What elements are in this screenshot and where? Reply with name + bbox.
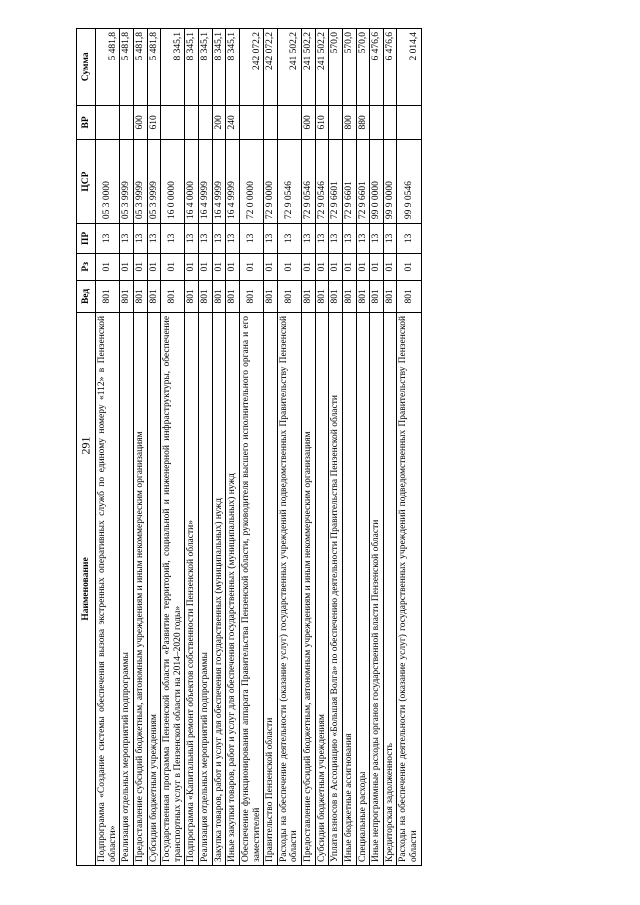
row-name: Расходы на обеспечение деятельности (оказание услуг) государственных учреждений подведомственных Правительству Пензенской области: [397, 312, 421, 865]
row-sum: 8 345,1: [212, 29, 226, 106]
row-ved: 801: [370, 280, 384, 312]
table-row: [133, 29, 147, 866]
row-ved: 801: [277, 280, 301, 312]
row-rz: 01: [342, 253, 356, 280]
table-row: [383, 29, 397, 866]
row-ved: 801: [226, 280, 240, 312]
row-rz: 01: [315, 253, 329, 280]
row-csr: 05 3 0000: [96, 140, 120, 224]
table-row: [264, 29, 278, 866]
header-name: Наименование: [77, 312, 96, 865]
row-sum: 8 345,1: [199, 29, 213, 106]
row-csr: 72 9 0546: [315, 140, 329, 224]
row-sum: 8 345,1: [185, 29, 199, 106]
row-csr: 05 3 9999: [120, 140, 134, 224]
row-vr: [96, 105, 120, 140]
row-rz: 01: [161, 253, 185, 280]
row-ved: 801: [302, 280, 316, 312]
row-csr: 99 9 0546: [397, 140, 421, 224]
row-rz: 01: [199, 253, 213, 280]
row-rz: 01: [185, 253, 199, 280]
row-ved: 801: [147, 280, 161, 312]
row-pr: 13: [264, 224, 278, 254]
table-row: [277, 29, 301, 866]
row-rz: 01: [226, 253, 240, 280]
row-rz: 01: [277, 253, 301, 280]
row-csr: 72 9 0546: [277, 140, 301, 224]
row-pr: 13: [147, 224, 161, 254]
row-vr: [264, 105, 278, 140]
header-ved: Вед: [77, 280, 96, 312]
row-rz: 01: [302, 253, 316, 280]
row-ved: 801: [161, 280, 185, 312]
row-name: Субсидии бюджетным учреждениям: [315, 312, 329, 865]
row-csr: 72 9 6601: [329, 140, 343, 224]
row-ved: 801: [239, 280, 263, 312]
row-pr: 13: [133, 224, 147, 254]
row-name: Иные бюджетные ассигнования: [342, 312, 356, 865]
row-sum: 5 481,8: [120, 29, 134, 106]
row-ved: 801: [133, 280, 147, 312]
row-vr: 610: [315, 105, 329, 140]
row-vr: [239, 105, 263, 140]
table-row: [315, 29, 329, 866]
row-ved: 801: [356, 280, 370, 312]
table-row: [226, 29, 240, 866]
table-row: [302, 29, 316, 866]
table-row: [397, 29, 421, 866]
row-ved: 801: [315, 280, 329, 312]
table-row: [120, 29, 134, 866]
row-vr: [199, 105, 213, 140]
row-sum: 241 502,2: [315, 29, 329, 106]
row-vr: [370, 105, 384, 140]
budget-table: [76, 28, 422, 866]
row-csr: 99 9 0000: [383, 140, 397, 224]
row-ved: 801: [96, 280, 120, 312]
row-name: Подпрограмма «Капитальный ремонт объектов собственности Пензенской области»: [185, 312, 199, 865]
table-row: [342, 29, 356, 866]
row-name: Подпрограмма «Создание системы обеспечения вызова экстренных оперативных служб по единому номеру «112» в Пензенской области»: [96, 312, 120, 865]
row-name: Реализация отдельных мероприятий подпрограммы: [120, 312, 134, 865]
row-csr: 16 4 9999: [212, 140, 226, 224]
row-pr: 13: [302, 224, 316, 254]
row-csr: 99 0 0000: [370, 140, 384, 224]
row-vr: [329, 105, 343, 140]
row-pr: 13: [226, 224, 240, 254]
table-row: [370, 29, 384, 866]
row-vr: 880: [356, 105, 370, 140]
header-vr: ВР: [77, 105, 96, 140]
row-sum: 8 345,1: [226, 29, 240, 106]
row-csr: 72 9 6601: [356, 140, 370, 224]
row-pr: 13: [329, 224, 343, 254]
row-sum: 570,0: [356, 29, 370, 106]
row-ved: 801: [120, 280, 134, 312]
row-name: Правительство Пензенской области: [264, 312, 278, 865]
row-rz: 01: [239, 253, 263, 280]
table-row: [185, 29, 199, 866]
table-body: [96, 29, 422, 866]
row-pr: 13: [239, 224, 263, 254]
row-name: Государственная программа Пензенской области «Развитие территорий, социальной и инженерной инфраструктуры, обеспечение транспортных услуг в Пензенской области на 2014–2020 годы»: [161, 312, 185, 865]
row-rz: 01: [147, 253, 161, 280]
row-name: Предоставление субсидий бюджетным, автономным учреждениям и иным некоммерческим организациям: [302, 312, 316, 865]
row-name: Субсидии бюджетным учреждениям: [147, 312, 161, 865]
row-rz: 01: [329, 253, 343, 280]
row-csr: 16 4 9999: [199, 140, 213, 224]
row-ved: 801: [212, 280, 226, 312]
row-pr: 13: [96, 224, 120, 254]
row-name: Уплата взносов в Ассоциацию «Большая Волга» по обеспечению деятельности Правительства Пензенской области: [329, 312, 343, 865]
row-vr: [383, 105, 397, 140]
table-row: [212, 29, 226, 866]
row-rz: 01: [383, 253, 397, 280]
row-sum: 6 476,6: [383, 29, 397, 106]
row-pr: 13: [212, 224, 226, 254]
row-name: Закупка товаров, работ и услуг для обеспечения государственных (муниципальных) нужд: [212, 312, 226, 865]
table-row: [199, 29, 213, 866]
row-sum: 242 072,2: [239, 29, 263, 106]
row-sum: 241 502,2: [302, 29, 316, 106]
row-pr: 13: [161, 224, 185, 254]
row-csr: 05 3 9999: [133, 140, 147, 224]
table-row: [329, 29, 343, 866]
row-vr: [120, 105, 134, 140]
row-sum: 570,0: [342, 29, 356, 106]
row-rz: 01: [397, 253, 421, 280]
table-row: [239, 29, 263, 866]
row-csr: 16 4 0000: [185, 140, 199, 224]
row-name: Обеспечение функционирования аппарата Правительства Пензенской области, руководителя высшего исполнительного органа и его заместителей: [239, 312, 263, 865]
row-vr: [277, 105, 301, 140]
row-name: Иные непрограммные расходы органов государственной власти Пензенской области: [370, 312, 384, 865]
page-number: 291: [78, 436, 93, 455]
row-name: Реализация отдельных мероприятий подпрограммы: [199, 312, 213, 865]
row-pr: 13: [383, 224, 397, 254]
row-pr: 13: [277, 224, 301, 254]
row-csr: 72 0 0000: [239, 140, 263, 224]
row-vr: 600: [302, 105, 316, 140]
table-row: [147, 29, 161, 866]
row-pr: 13: [342, 224, 356, 254]
row-sum: 242 072,2: [264, 29, 278, 106]
budget-table-container: [76, 28, 636, 866]
row-sum: 5 481,8: [147, 29, 161, 106]
table-row: [161, 29, 185, 866]
row-csr: 16 0 0000: [161, 140, 185, 224]
row-vr: [397, 105, 421, 140]
row-pr: 13: [356, 224, 370, 254]
header-csr: ЦСР: [77, 140, 96, 224]
row-name: Иные закупки товаров, работ и услуг для обеспечения государственных (муниципальных) нужд: [226, 312, 240, 865]
row-name: Специальные расходы: [356, 312, 370, 865]
row-sum: 5 481,8: [96, 29, 120, 106]
table-header-row: [77, 29, 96, 866]
row-rz: 01: [370, 253, 384, 280]
row-rz: 01: [212, 253, 226, 280]
row-sum: 8 345,1: [161, 29, 185, 106]
row-rz: 01: [356, 253, 370, 280]
row-sum: 570,0: [329, 29, 343, 106]
row-ved: 801: [199, 280, 213, 312]
row-ved: 801: [185, 280, 199, 312]
row-rz: 01: [96, 253, 120, 280]
header-pr: ПР: [77, 224, 96, 254]
row-vr: 240: [226, 105, 240, 140]
header-sum: Сумма: [77, 29, 96, 106]
row-vr: 200: [212, 105, 226, 140]
row-csr: 72 9 6601: [342, 140, 356, 224]
row-sum: 6 476,6: [370, 29, 384, 106]
row-csr: 72 9 0000: [264, 140, 278, 224]
row-csr: 72 9 0546: [302, 140, 316, 224]
row-name: Предоставление субсидий бюджетным, автономным учреждениям и иным некоммерческим организациям: [133, 312, 147, 865]
row-pr: 13: [185, 224, 199, 254]
row-ved: 801: [329, 280, 343, 312]
row-pr: 13: [397, 224, 421, 254]
table-row: [96, 29, 120, 866]
row-sum: 241 502,2: [277, 29, 301, 106]
row-csr: 05 3 9999: [147, 140, 161, 224]
row-vr: [161, 105, 185, 140]
row-ved: 801: [383, 280, 397, 312]
row-vr: 800: [342, 105, 356, 140]
row-csr: 16 4 9999: [226, 140, 240, 224]
row-ved: 801: [397, 280, 421, 312]
header-rz: Рз: [77, 253, 96, 280]
row-ved: 801: [342, 280, 356, 312]
row-ved: 801: [264, 280, 278, 312]
row-vr: 600: [133, 105, 147, 140]
row-name: Кредиторская задолженность: [383, 312, 397, 865]
row-pr: 13: [370, 224, 384, 254]
table-row: [356, 29, 370, 866]
row-rz: 01: [264, 253, 278, 280]
row-vr: [185, 105, 199, 140]
row-sum: 2 014,4: [397, 29, 421, 106]
row-sum: 5 481,8: [133, 29, 147, 106]
row-vr: 610: [147, 105, 161, 140]
row-pr: 13: [120, 224, 134, 254]
row-rz: 01: [133, 253, 147, 280]
row-rz: 01: [120, 253, 134, 280]
row-pr: 13: [199, 224, 213, 254]
row-pr: 13: [315, 224, 329, 254]
row-name: Расходы на обеспечение деятельности (оказание услуг) государственных учреждений подведомственных Правительству Пензенской области: [277, 312, 301, 865]
